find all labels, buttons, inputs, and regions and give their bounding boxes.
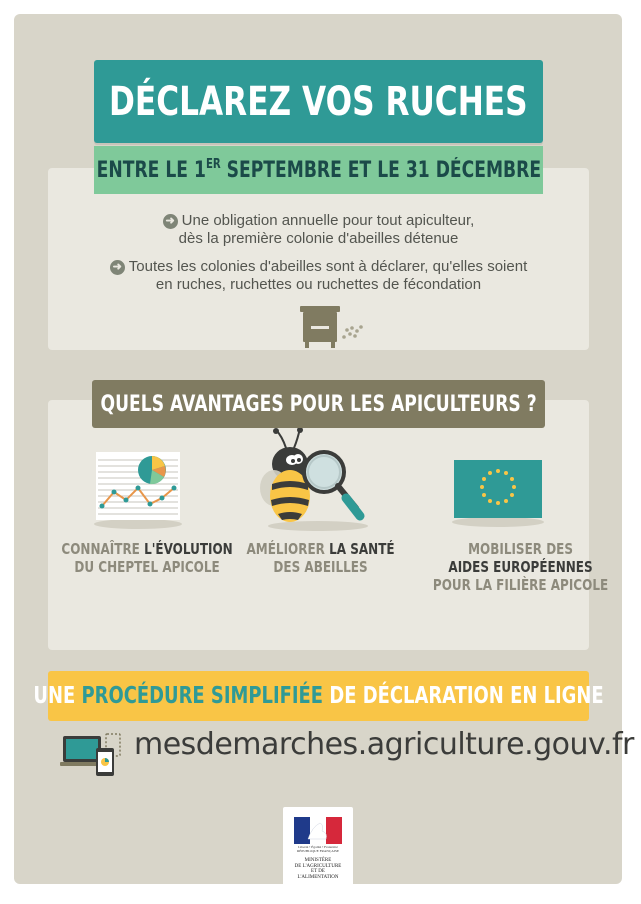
procedure-banner bbox=[33, 671, 604, 721]
marianne-logo-icon bbox=[294, 817, 342, 844]
arrow-right-icon: ➜ bbox=[110, 260, 125, 275]
ministry-name: MINISTÈRE DE L'AGRICULTURE ET DE L'ALIMENTATION bbox=[294, 858, 342, 880]
advantages-panel bbox=[48, 400, 609, 650]
devices-icon bbox=[60, 732, 124, 778]
bullet-annual-obligation: ➜ Une obligation annuelle pour tout apiculteur, dès la première colonie d'abeilles détenue bbox=[48, 212, 589, 248]
bee-magnifier-icon bbox=[256, 428, 374, 532]
republic-motto: Liberté • Égalité • Fraternité RÉPUBLIQUE FRANÇAISE bbox=[296, 845, 340, 853]
eu-flag-icon bbox=[450, 458, 546, 528]
beehive-icon bbox=[297, 304, 367, 350]
arrow-right-icon: ➜ bbox=[163, 214, 178, 229]
date-banner bbox=[94, 146, 543, 194]
bullet-all-colonies: ➜ Toutes les colonies d'abeilles sont à déclarer, qu'elles soient en ruches, ruchettes ou ruchettes de fécondation bbox=[48, 258, 589, 294]
ministry-logo-card bbox=[283, 807, 353, 887]
website-link[interactable]: mesdemarches.agriculture.gouv.fr bbox=[134, 727, 634, 762]
advantages-banner bbox=[92, 380, 545, 428]
main-title-banner bbox=[94, 60, 543, 143]
page-title: DÉCLAREZ VOS RUCHES bbox=[109, 78, 528, 125]
procedure-text: UNE PROCÉDURE SIMPLIFIÉE DE DÉCLARATION EN LIGNE bbox=[33, 683, 604, 709]
advantage-label-eu-funds: MOBILISER DES AIDES EUROPÉENNES POUR LA FILIÈRE APICOLE bbox=[432, 540, 609, 594]
advantages-title: QUELS AVANTAGES POUR LES APICULTEURS ? bbox=[100, 391, 537, 417]
advantage-label-evolution: CONNAÎTRE L'ÉVOLUTION DU CHEPTEL APICOLE bbox=[61, 540, 233, 576]
date-range-text: ENTRE LE 1ER SEPTEMBRE ET LE 31 DÉCEMBRE bbox=[96, 157, 541, 183]
info-panel bbox=[48, 168, 589, 350]
advantage-label-health: AMÉLIORER LA SANTÉ DES ABEILLES bbox=[246, 540, 395, 576]
chart-icon bbox=[92, 448, 184, 530]
